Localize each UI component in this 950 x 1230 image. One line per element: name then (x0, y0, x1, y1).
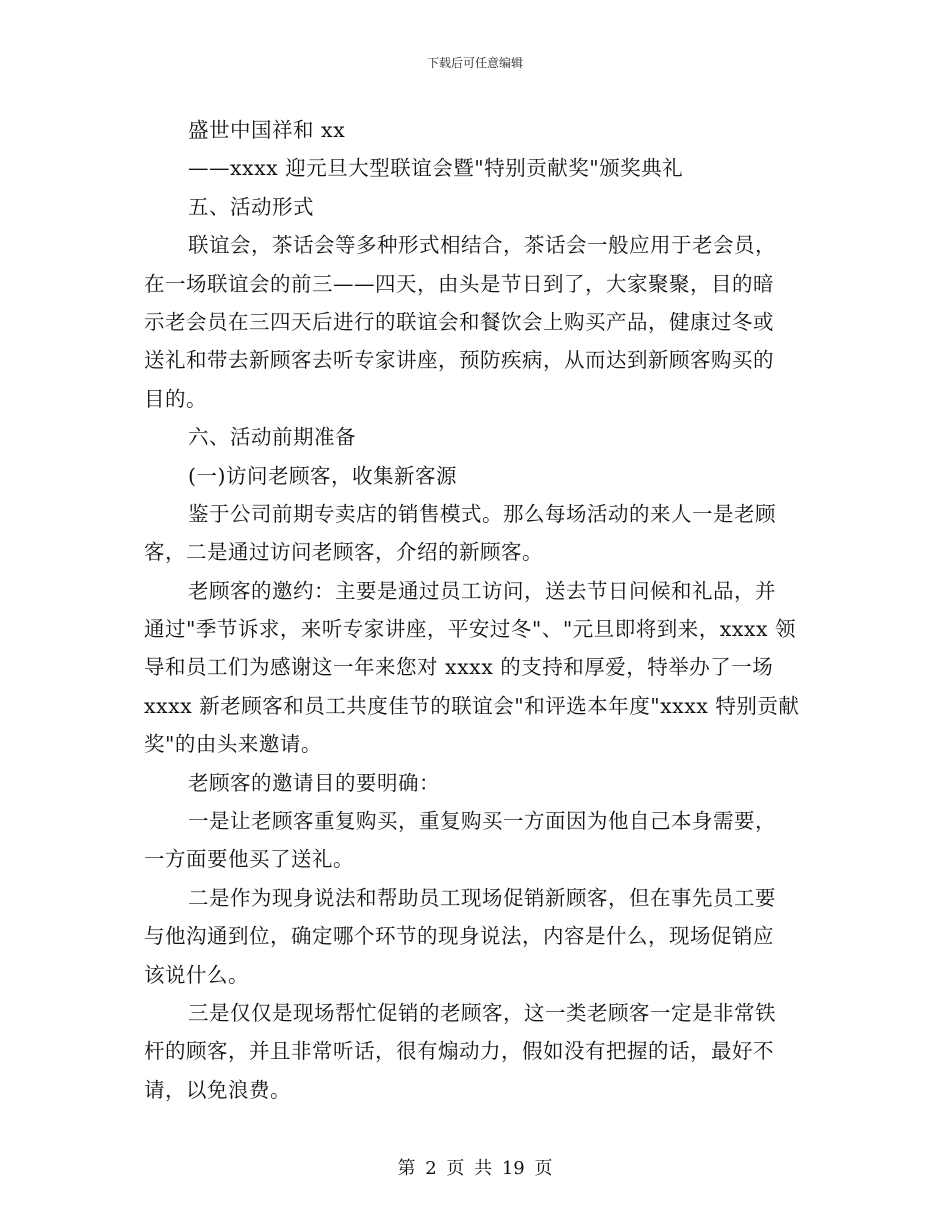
paragraph-line: 在一场联谊会的前三——四天，由头是节日到了，大家聚聚，目的暗 (144, 271, 774, 296)
paragraph-line: 奖"的由头来邀请。 (144, 732, 322, 757)
paragraph-line: 请，以免浪费。 (144, 1077, 291, 1102)
paragraph-line: 导和员工们为感谢这一年来您对 xxxx 的支持和厚爱，特举办了一场 (144, 655, 774, 680)
paragraph-line: 联谊会，茶话会等多种形式相结合，茶话会一般应用于老会员， (188, 233, 776, 258)
paragraph-line: 与他沟通到位，确定哪个环节的现身说法，内容是什么，现场促销应 (144, 924, 774, 949)
paragraph-line: 示老会员在三四天后进行的联谊会和餐饮会上购买产品，健康过冬或 (144, 309, 774, 334)
paragraph-line: 目的。 (144, 386, 207, 411)
paragraph-line: 三是仅仅是现场帮忙促销的老顾客，这一类老顾客一定是非常铁 (188, 1000, 776, 1025)
paragraph-line: 老顾客的邀请目的要明确： (188, 770, 440, 795)
paragraph-line: 老顾客的邀约：主要是通过员工访问，送去节日问候和礼品，并 (188, 578, 776, 603)
paragraph-line: 鉴于公司前期专卖店的销售模式。那么每场活动的来人一是老顾 (188, 501, 776, 526)
paragraph-line: 该说什么。 (144, 962, 249, 987)
section-heading: 五、活动形式 (188, 194, 314, 219)
paragraph-line: ——xxxx 迎元旦大型联谊会暨"特别贡献奖"颁奖典礼 (188, 156, 684, 181)
page-header: 下载后可任意编辑 (426, 56, 523, 70)
paragraph-line: 通过"季节诉求，来听专家讲座，平安过冬"、"元旦即将到来，xxxx 领 (144, 617, 797, 642)
paragraph-line: 杆的顾客，并且非常听话，很有煽动力，假如没有把握的话，最好不 (144, 1039, 774, 1064)
page-number: 第 2 页 共 19 页 (397, 1158, 553, 1179)
paragraph-line: 二是作为现身说法和帮助员工现场促销新顾客，但在事先员工要 (188, 885, 776, 910)
section-heading: 六、活动前期准备 (188, 425, 356, 450)
paragraph-line: 送礼和带去新顾客去听专家讲座，预防疾病，从而达到新顾客购买的 (144, 348, 774, 373)
paragraph-line: xxxx 新老顾客和员工共度佳节的联谊会"和评选本年度"xxxx 特别贡献 (144, 693, 800, 718)
subsection-heading: (一)访问老顾客，收集新客源 (188, 463, 457, 488)
paragraph-line: 客，二是通过访问老顾客，介绍的新顾客。 (144, 540, 543, 565)
paragraph-line: 一是让老顾客重复购买，重复购买一方面因为他自己本身需要， (188, 809, 776, 834)
paragraph-line: 一方面要他买了送礼。 (144, 847, 354, 872)
document-body (144, 111, 808, 1109)
paragraph-line: 盛世中国祥和 xx (188, 118, 346, 142)
